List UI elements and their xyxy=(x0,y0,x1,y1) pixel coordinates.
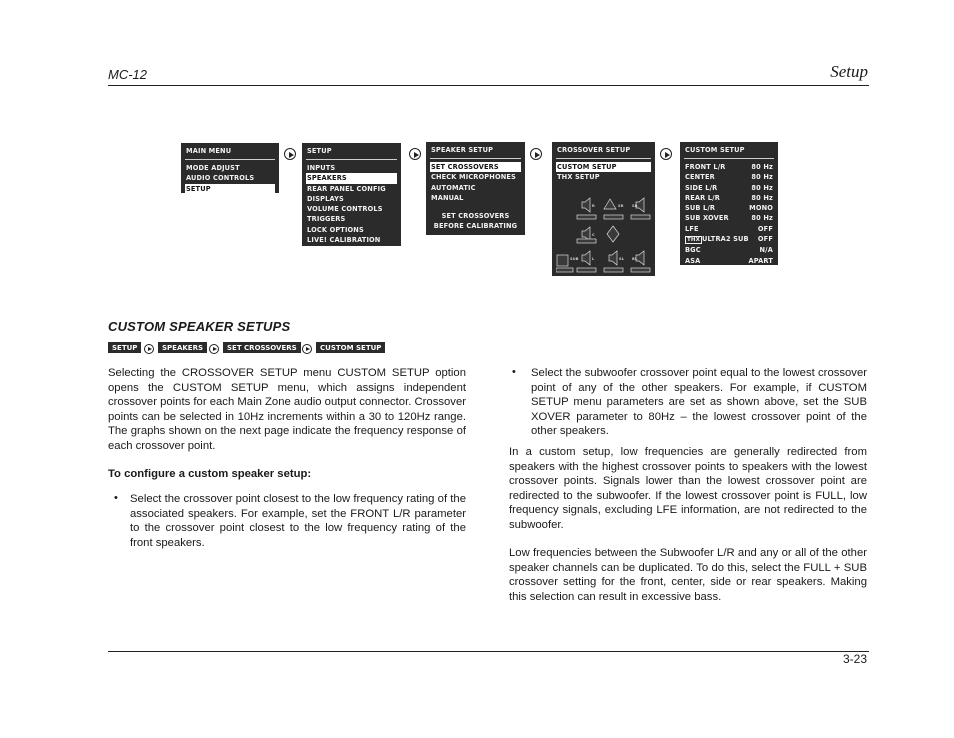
chapter-title: Setup xyxy=(830,62,868,81)
bullet-step-2: Select the subwoofer crossover point equal to the lowest crossover point of any of the other speakers. For example, if CUSTOM SETUP menu parameters are set as shown above, set the SUB XOVER parameter to 80Hz – the lowest crossover point of the other speakers. xyxy=(531,367,867,437)
bullet-dot: • xyxy=(512,366,516,378)
param-value: N/A xyxy=(759,246,773,255)
param-value: OFF xyxy=(757,235,773,244)
intro-paragraph: Selecting the CROSSOVER SETUP menu CUSTOM SETUP option opens the CUSTOM SETUP menu, which assigns independent crossover points for each Main Zone audio output connector. Crossover points can be selected in 10Hz increments within a 30 to 120Hz range. The graphs shown on the next page indicate the frequency response of each crossover point. xyxy=(108,367,466,452)
menu-item-thx-setup: THX SETUP xyxy=(557,173,600,182)
bullet-step-1: Select the crossover point closest to the low frequency rating of the associated speakers. For example, set the FRONT L/R parameter to the crossover point closest to the low frequency rating of the front speakers. xyxy=(130,493,466,549)
menu-item-mode-adjust: MODE ADJUST xyxy=(186,164,240,172)
breadcrumb-setup: SETUP xyxy=(108,342,141,353)
param-lfe xyxy=(684,224,774,234)
level-box xyxy=(631,215,650,219)
menu-title: CROSSOVER SETUP xyxy=(556,146,651,159)
menu-item-lock-options: LOCK OPTIONS xyxy=(307,225,364,234)
main-menu-screen xyxy=(181,143,279,193)
crossover-setup-screen xyxy=(552,142,655,276)
param-label: LFE xyxy=(685,224,699,233)
param-value: 80 Hz xyxy=(751,163,773,171)
level-box xyxy=(631,268,650,272)
param-asa xyxy=(684,256,774,266)
breadcrumb-speakers: SPEAKERS xyxy=(158,342,207,353)
diagram-label-sub: SUB xyxy=(570,257,579,261)
speaker-l-icon xyxy=(582,251,590,265)
level-box xyxy=(577,239,596,243)
param-bgc xyxy=(684,245,774,255)
calibration-note-line2: BEFORE CALIBRATING xyxy=(433,222,518,231)
diagram-label-c: C xyxy=(592,233,595,237)
speaker-r-icon xyxy=(582,198,590,212)
speaker-sr-icon xyxy=(604,199,616,209)
custom-setup-screen xyxy=(680,142,778,265)
section-title: CUSTOM SPEAKER SETUPS xyxy=(108,319,291,334)
param-label: SUB L/R xyxy=(685,204,716,213)
param-center xyxy=(684,172,774,182)
header-rule xyxy=(108,85,869,86)
param-sub-xover xyxy=(684,213,774,223)
redirect-paragraph: In a custom setup, low frequencies are generally redirected from speakers with the highest crossover points to speakers with the lowest crossover points. Signals lower than the lowest crossover point are redirected to the subwoofer. If the lowest crossover point is FULL, low frequency signals, excluding LFE information, are not redirected to the subwoofer. xyxy=(509,446,867,531)
param-sub-lr xyxy=(684,203,774,213)
setup-menu-screen xyxy=(302,143,401,246)
param-label: FRONT L/R xyxy=(685,163,726,171)
diagram-label-sb: SB xyxy=(632,204,638,208)
calibration-note-line1: SET CROSSOVERS xyxy=(441,212,510,221)
duplication-paragraph: Low frequencies between the Subwoofer L/R and any or all of the other speaker channels can be duplicated. To do this, select the FULL + SUB crossover setting for the front, center, side or rear speakers. Making this selection can result in excessive bass. xyxy=(509,547,867,603)
listener-diamond-icon xyxy=(607,226,619,242)
footer-rule xyxy=(108,651,869,652)
procedure-heading: To configure a custom speaker setup: xyxy=(108,468,312,480)
param-value: 80 Hz xyxy=(751,183,773,192)
menu-item-live-calibration: LIVE! CALIBRATION xyxy=(307,236,381,245)
param-value: OFF xyxy=(757,224,773,233)
menu-item-triggers: TRIGGERS xyxy=(307,215,346,224)
param-front-lr xyxy=(684,162,774,172)
param-label: SIDE L/R xyxy=(685,183,718,192)
param-value: MONO xyxy=(749,204,773,213)
menu-title: MAIN MENU xyxy=(185,147,275,160)
menu-item-manual: MANUAL xyxy=(431,193,464,202)
diagram-label-r: R xyxy=(592,204,595,208)
speaker-layout-diagram xyxy=(556,196,651,276)
next-arrow-icon xyxy=(409,148,421,160)
param-value: 80 Hz xyxy=(751,214,773,223)
diagram-label-sr: SR xyxy=(618,204,624,208)
menu-item-set-crossovers: SET CROSSOVERS xyxy=(430,162,521,172)
next-arrow-icon xyxy=(284,148,296,160)
param-value: 80 Hz xyxy=(751,193,773,202)
param-value: APART xyxy=(748,256,773,265)
param-label: ASA xyxy=(685,256,701,265)
menu-title: SETUP xyxy=(306,147,397,160)
breadcrumb-arrow-icon xyxy=(209,344,219,354)
level-box xyxy=(577,268,596,272)
menu-item-custom-setup: CUSTOM SETUP xyxy=(556,162,651,172)
breadcrumb-set-crossovers: SET CROSSOVERS xyxy=(223,342,301,353)
menu-item-rear-panel-config: REAR PANEL CONFIG xyxy=(307,184,386,193)
menu-item-speakers: SPEAKERS xyxy=(306,173,397,183)
speaker-sl-icon xyxy=(609,251,617,265)
param-label: SUB XOVER xyxy=(685,214,729,223)
thx-logo-icon: THX xyxy=(687,237,701,244)
menu-item-displays: DISPLAYS xyxy=(307,194,344,203)
bullet-dot: • xyxy=(114,492,118,504)
param-side-lr xyxy=(684,183,774,193)
param-value: 80 Hz xyxy=(751,173,773,182)
param-ultra2-sub xyxy=(684,234,774,245)
param-label xyxy=(685,235,749,244)
speaker-setup-screen xyxy=(426,142,525,235)
subwoofer-icon xyxy=(557,255,568,266)
level-box xyxy=(577,215,596,219)
menu-item-inputs: INPUTS xyxy=(307,164,336,172)
breadcrumb-arrow-icon xyxy=(302,344,312,354)
level-box xyxy=(604,268,623,272)
menu-item-volume-controls: VOLUME CONTROLS xyxy=(307,205,383,214)
breadcrumb-custom-setup: CUSTOM SETUP xyxy=(316,342,385,353)
next-arrow-icon xyxy=(530,148,542,160)
param-label: REAR L/R xyxy=(685,193,720,202)
next-arrow-icon xyxy=(660,148,672,160)
page-number: 3-23 xyxy=(842,652,867,666)
level-box xyxy=(556,268,573,272)
menu-item-audio-controls: AUDIO CONTROLS xyxy=(186,174,255,183)
menu-item-automatic: AUTOMATIC xyxy=(431,183,476,192)
diagram-label-sl: SL xyxy=(619,257,625,261)
menu-title: CUSTOM SETUP xyxy=(684,146,774,159)
param-label: BGC xyxy=(685,246,701,255)
param-label-text: ULTRA2 SUB xyxy=(702,235,749,244)
param-rear-lr xyxy=(684,193,774,203)
menu-item-check-microphones: CHECK MICROPHONES xyxy=(431,173,516,182)
doc-model-label: MC-12 xyxy=(108,67,148,82)
diagram-label-l: L xyxy=(592,257,595,261)
diagram-label-bl: BL xyxy=(632,257,638,261)
level-box xyxy=(604,215,623,219)
breadcrumb-arrow-icon xyxy=(144,344,154,354)
param-label: CENTER xyxy=(685,173,715,182)
menu-title: SPEAKER SETUP xyxy=(430,146,521,159)
menu-item-setup: SETUP xyxy=(185,184,275,194)
